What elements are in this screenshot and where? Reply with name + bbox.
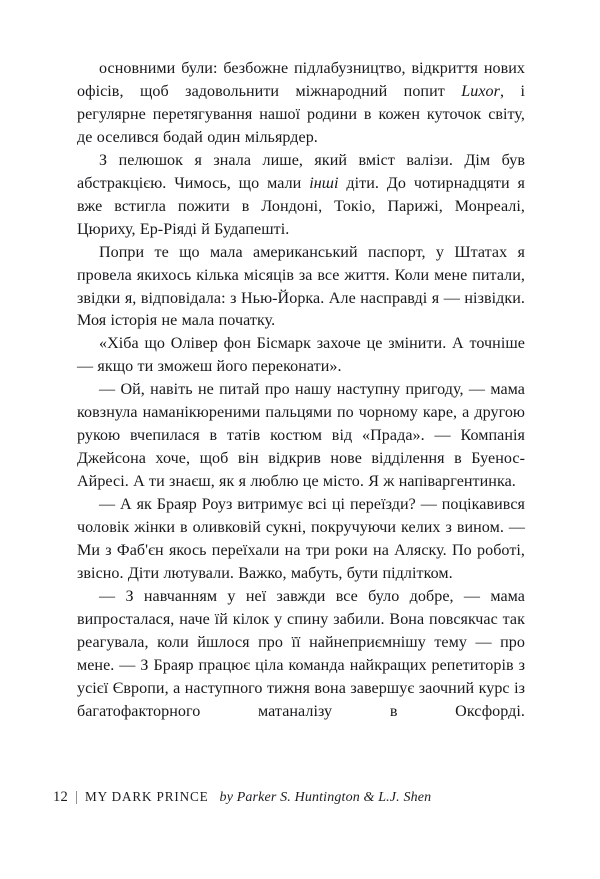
paragraph: Попри те що мала американський паспорт, у Штатах я провела якихось кілька місяців за все життя. Коли мене питали, звідки я, відповідала: з Нью-Йорка. Але насправді я — нізвідки. Моя історія не мала початку. bbox=[77, 243, 525, 330]
paragraph-dialogue: — Ой, навіть не питай про нашу наступну пригоду, — мама ковзнула наманікюреними пальцями по чорному каре, а другою рукою вчепилася в татів костюм від «Прада». — Компанія Джейсона хоче, щоб він відкрив нове відділення в Буенос-Айресі. А ти знаєш, як я люблю це місто. Я ж напіваргентинка. bbox=[77, 381, 525, 491]
paragraph: «Хіба що Олівер фон Бісмарк захоче це змінити. А точніше — якщо ти зможеш його переконати». bbox=[77, 335, 525, 376]
paragraph-continued: основними були: безбожне підлабузництво, відкриття нових офісів, щоб задовольнити міжнародний попит Luxor, і регулярне перетягування нашої родини в кожен куточок світу, де оселився бодай один мільярдер. bbox=[77, 60, 525, 146]
footer-divider: | bbox=[75, 789, 79, 805]
footer-byline: by Parker S. Huntington & L.J. Shen bbox=[219, 790, 432, 805]
paragraph-dialogue: — А як Браяр Роуз витримує всі ці переїзди? — поцікавився чоловік жінки в оливковій сукні, покручуючи келих з вином. — Ми з Фаб'єн якось переїхали на три роки на Аляску. По роботі, звісно. Діти лютували. Важко, мабуть, бути підлітком. bbox=[77, 496, 525, 582]
page-body-text bbox=[77, 58, 525, 724]
paragraph-dialogue: — З навчанням у неї завжди все було добре, — мама випросталася, наче їй кілок у спину забили. Вона повсякчас так реагувала, коли йшлося про її найнеприємнішу тему — про мене. — З Браяр працює ціла команда найкращих репетиторів з усієї Європи, а наступного тижня вона завершує заочний курс із багатофакторного матаналізу в Оксфорді. bbox=[77, 587, 525, 720]
page-footer bbox=[53, 789, 533, 806]
footer-book-title: MY DARK PRINCE bbox=[85, 789, 209, 804]
paragraph: З пелюшок я знала лише, який вміст валізи. Дім був абстракцією. Чимось, що мали інші діти. До чотирнадцяти я вже встигла пожити в Лондоні, Токіо, Парижі, Монреалі, Цюриху, Ер-Ріяді й Будапешті. bbox=[77, 151, 526, 238]
page-number: 12 bbox=[53, 789, 68, 805]
